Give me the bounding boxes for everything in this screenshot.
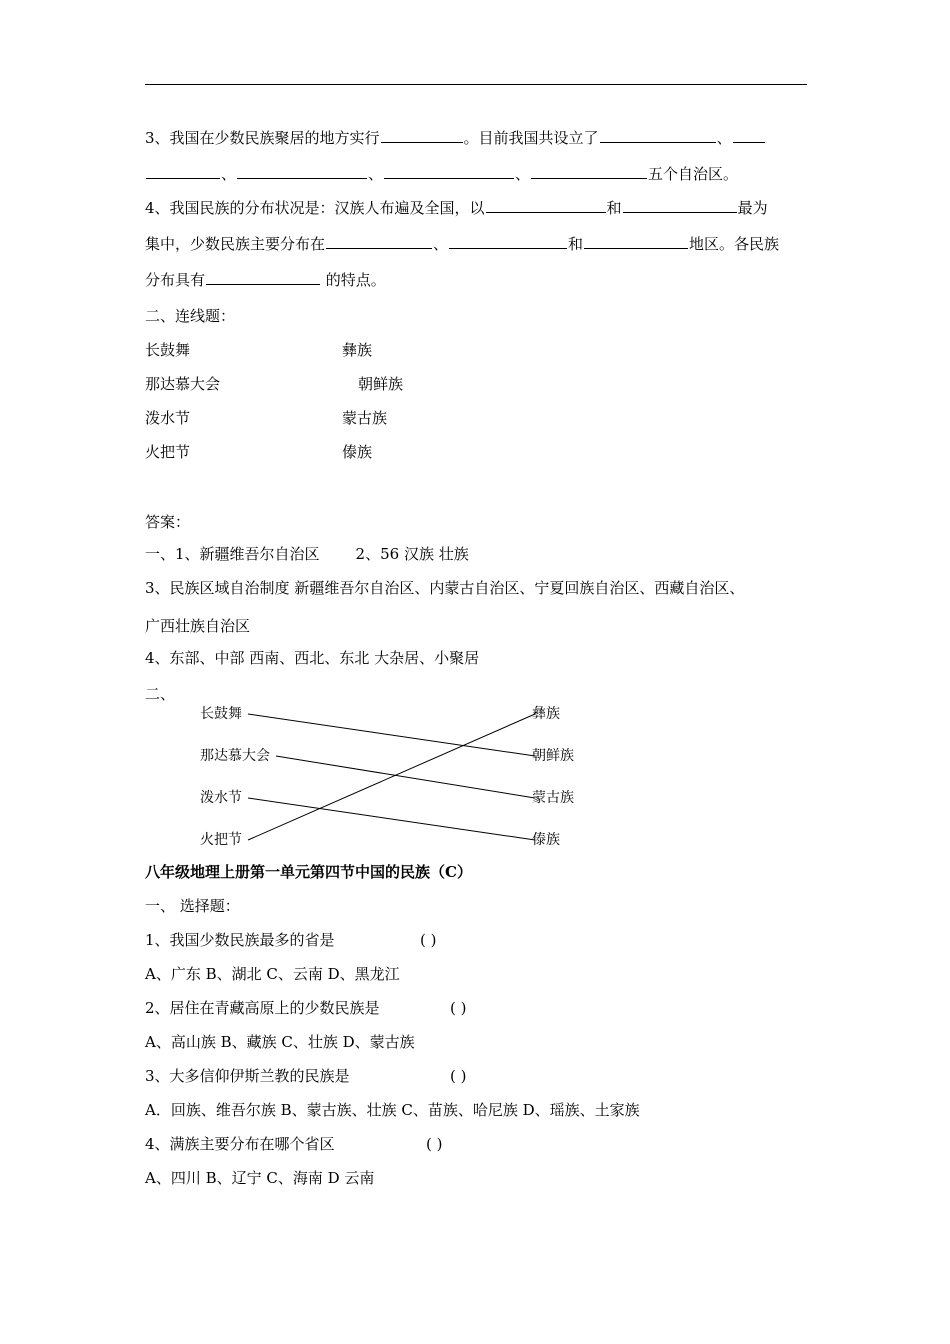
matching-answer-diagram [190,700,610,858]
part-c-section1: 一、 选择题： [145,897,240,915]
q3-line2 [145,164,738,184]
sep: 、 [368,165,384,183]
diagram-right-4: 傣族 [532,832,560,848]
blank [146,164,220,179]
c-q1: 1、我国少数民族最多的省是 [145,931,335,949]
match-left-3: 泼水节 [145,409,191,427]
match-right-2: 朝鲜族 [358,375,404,393]
c-q2: 2、居住在青藏高原上的少数民族是 [145,999,380,1017]
match-right-1: 彝族 [342,341,373,359]
diagram-left-2: 那达慕大会 [200,748,270,764]
c-q1-paren: ( ) [420,931,437,949]
part-c-title: 八年级地理上册第一单元第四节中国的民族（C） [145,863,472,881]
c-q3-paren: ( ) [450,1067,467,1085]
blank [486,198,606,213]
blank [623,198,737,213]
match-right-3: 蒙古族 [342,409,388,427]
answers-line-3: 广西壮族自治区 [145,617,251,635]
q4-and: 和 [568,235,584,253]
answers-line-2: 3、民族区域自治制度 新疆维吾尔自治区、内蒙古自治区、宁夏回族自治区、西藏自治区、 [145,579,745,597]
c-q2-paren: ( ) [450,999,467,1017]
q4-text-5: 分布具有 [145,271,206,289]
c-q4: 4、满族主要分布在哪个省区 [145,1135,335,1153]
connector-line [248,714,535,840]
q4-text-4: 地区。各民族 [689,235,780,253]
diagram-right-2: 朝鲜族 [532,748,574,764]
sep: 、 [515,165,531,183]
blank [384,164,514,179]
c-q3: 3、大多信仰伊斯兰教的民族是 [145,1067,350,1085]
sep: 、 [433,235,449,253]
c-q3-options: A．回族、维吾尔族 B、蒙古族、壮族 C、苗族、哈尼族 D、瑶族、土家族 [145,1101,640,1119]
sep: 、 [221,165,237,183]
blank [600,128,716,143]
match-right-4: 傣族 [342,443,373,461]
c-q4-paren: ( ) [426,1135,443,1153]
blank [206,270,320,285]
blank [531,164,647,179]
q3-suffix: 五个自治区。 [648,165,739,183]
connector-line [248,798,535,840]
match-left-4: 火把节 [145,443,191,461]
diagram-right-3: 蒙古族 [532,790,574,806]
q4-line1 [145,198,768,218]
answers-title: 答案： [145,513,191,531]
header-rule [145,84,807,85]
connector-line [276,756,535,798]
connector-line [248,714,535,756]
answers-line-1 [145,544,469,564]
diagram-right-1: 彝族 [532,706,560,722]
diagram-left-1: 长鼓舞 [200,706,242,722]
answer-1a: 一、1、新疆维吾尔自治区 [145,545,320,563]
blank [584,234,688,249]
q4-line2 [145,234,779,254]
answers-line-5: 二、 [145,685,176,703]
blank [733,128,765,143]
blank [381,128,463,143]
q4-text-2: 最为 [737,199,768,217]
c-q2-options: A、高山族 B、藏族 C、壮族 D、蒙古族 [145,1033,415,1051]
q3-line1 [145,128,766,148]
blank [237,164,367,179]
q4-text-1: 4、我国民族的分布状况是：汉族人布遍及全国，以 [145,199,485,217]
blank [449,234,567,249]
q3-text-3: 、 [716,129,732,147]
answers-line-4: 4、东部、中部 西南、西北、东北 大杂居、小聚居 [145,649,480,667]
diagram-left-4: 火把节 [200,832,242,848]
blank [326,234,432,249]
match-left-1: 长鼓舞 [145,341,191,359]
q4-text-6: 的特点。 [321,271,386,289]
answer-1b: 2、56 汉族 壮族 [355,545,469,563]
q4-text-3: 集中，少数民族主要分布在 [145,235,326,253]
section2-title: 二、连线题： [145,307,236,325]
c-q4-options: A、四川 B、辽宁 C、海南 D 云南 [145,1169,375,1187]
q4-and: 和 [606,199,622,217]
match-left-2: 那达慕大会 [145,375,221,393]
diagram-left-3: 泼水节 [200,790,242,806]
c-q1-options: A、广东 B、湖北 C、云南 D、黑龙江 [145,965,400,983]
q3-text-1: 3、我国在少数民族聚居的地方实行 [145,129,380,147]
q3-text-2: 。目前我国共设立了 [463,129,599,147]
q4-line3 [145,270,386,290]
